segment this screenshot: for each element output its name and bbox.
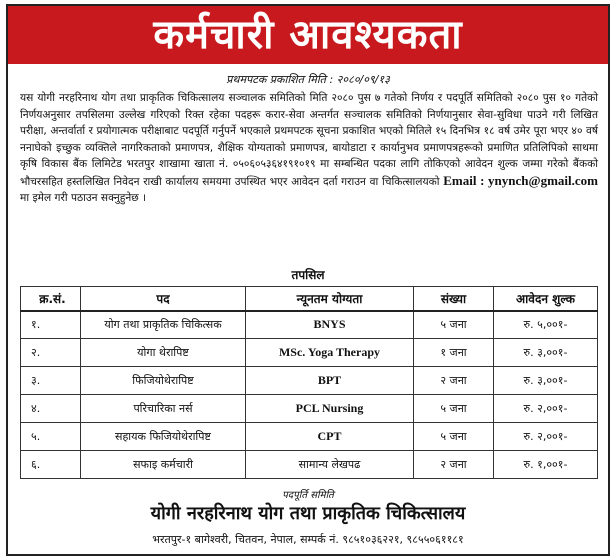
row-fee: रु. ३,००१- [494, 339, 598, 367]
column-header-post: पद [81, 287, 246, 311]
notice-body-text: यस योगी नरहरिनाथ योग तथा प्राकृतिक चिकित्सालय सञ्चालक समितिको मिति २०८० पुस ७ गतेको निर्णय र पदपूर्ति समितिको २०८० पुस १० गतेको निर्णयअनुसार तपसिलमा उल्लेख गरिएको रिक्त रहेका पदहरू करार-सेवा अन्तर्गत सञ्चालक समितिको निर्णयानुसार सेवा-सुविधा पाउने गरी लिखित परीक्षा, अन्तर्वार्ता र प्रयोगात्मक परीक्षाबाट पदपूर्ति गर्नुपर्ने भएकाले प्रथमपटक सूचना प्रकाशित भएको मितिले १५ दिनभित्र १८ वर्ष उमेर पूरा भएर ४० वर्ष ननाघेको इच्छुक व्यक्तिले नागरिकताको प्रमाणपत्र, शैक्षिक योग्यताको प्रमाणपत्र, बायोडाटा र कार्यानुभव प्रमाणपत्रहरूको प्रमाणित प्रतिलिपिको साथमा कृषि विकास बैंक लिमिटेड भरतपुर शाखामा खाता नं. ०५०६०५३६४१९१०१९ मा सम्बन्धित पदका लागि तोकिएको आवेदन शुल्क जम्मा गरेको बैंकको भौचरसहित हस्तलिखित निवेदन राखी कार्यालय समयमा उपस्थित भएर आवेदन दर्ता गराउन वा चिकित्सालयको [20, 92, 598, 188]
row-post: सफाइ कर्मचारी [81, 451, 246, 479]
row-sn: ५. [21, 423, 81, 451]
row-sn: २. [21, 339, 81, 367]
table-row [21, 423, 598, 451]
row-fee: रु. २,००१- [494, 423, 598, 451]
row-post: परिचारिका नर्स [81, 395, 246, 423]
row-qualification: PCL Nursing [246, 395, 414, 423]
row-count: ५ जना [414, 395, 494, 423]
table-row [21, 367, 598, 395]
row-qualification: BPT [246, 367, 414, 395]
row-fee: रु. १,००१- [494, 451, 598, 479]
row-sn: १. [21, 311, 81, 339]
notice-banner-title: कर्मचारी आवश्यकता [8, 6, 608, 64]
row-post: योग तथा प्राकृतिक चिकित्सक [81, 311, 246, 339]
publication-date: प्रथमपटक प्रकाशित मिति : २०८०/०९/१३ [226, 73, 390, 86]
row-qualification: CPT [246, 423, 414, 451]
row-qualification: MSc. Yoga Therapy [246, 339, 414, 367]
row-sn: ३. [21, 367, 81, 395]
table-row [21, 311, 598, 339]
row-count: १ जना [414, 339, 494, 367]
row-sn: ४. [21, 395, 81, 423]
notice-body-text-end: मा इमेल गरी पठाउन सक्नुहुनेछ । [20, 192, 147, 204]
table-row [21, 395, 598, 423]
row-post: फिजियोथेरापिष्ट [81, 367, 246, 395]
column-header-count: संख्या [414, 287, 494, 311]
row-fee: रु. ३,००१- [494, 367, 598, 395]
row-count: २ जना [414, 367, 494, 395]
row-qualification: सामान्य लेखपढ [246, 451, 414, 479]
table-row [21, 451, 598, 479]
vacancy-table [20, 286, 598, 479]
row-count: ५ जना [414, 423, 494, 451]
row-qualification: BNYS [246, 311, 414, 339]
row-post: सहायक फिजियोथेरापिष्ट [81, 423, 246, 451]
column-header-sn: क्र.सं. [21, 287, 81, 311]
row-fee: रु. ५,००१- [494, 311, 598, 339]
column-header-fee: आवेदन शुल्क [494, 287, 598, 311]
schedule-title: तपसिल [291, 268, 325, 282]
table-header-row [21, 287, 598, 311]
contact-email: Email : ynynch@gmail.com [443, 172, 598, 188]
row-fee: रु. २,००१- [494, 395, 598, 423]
column-header-qualification: न्यूनतम योग्यता [246, 287, 414, 311]
organization-name: योगी नरहरिनाथ योग तथा प्राकृतिक चिकित्सालय [150, 503, 466, 524]
table-row [21, 339, 598, 367]
row-post: योगा थेरापिष्ट [81, 339, 246, 367]
vacancy-notice [6, 4, 610, 556]
row-count: ५ जना [414, 311, 494, 339]
row-sn: ६. [21, 451, 81, 479]
organization-address: भरतपुर-१ बागेश्वरी, चितवन, नेपाल, सम्पर्क नं. ९८५१०३६२२१, ९८५५०६११८१ [152, 533, 464, 546]
recruitment-committee-label: पदपूर्ति समिति [282, 490, 334, 501]
row-count: २ जना [414, 451, 494, 479]
notice-body [20, 90, 598, 207]
